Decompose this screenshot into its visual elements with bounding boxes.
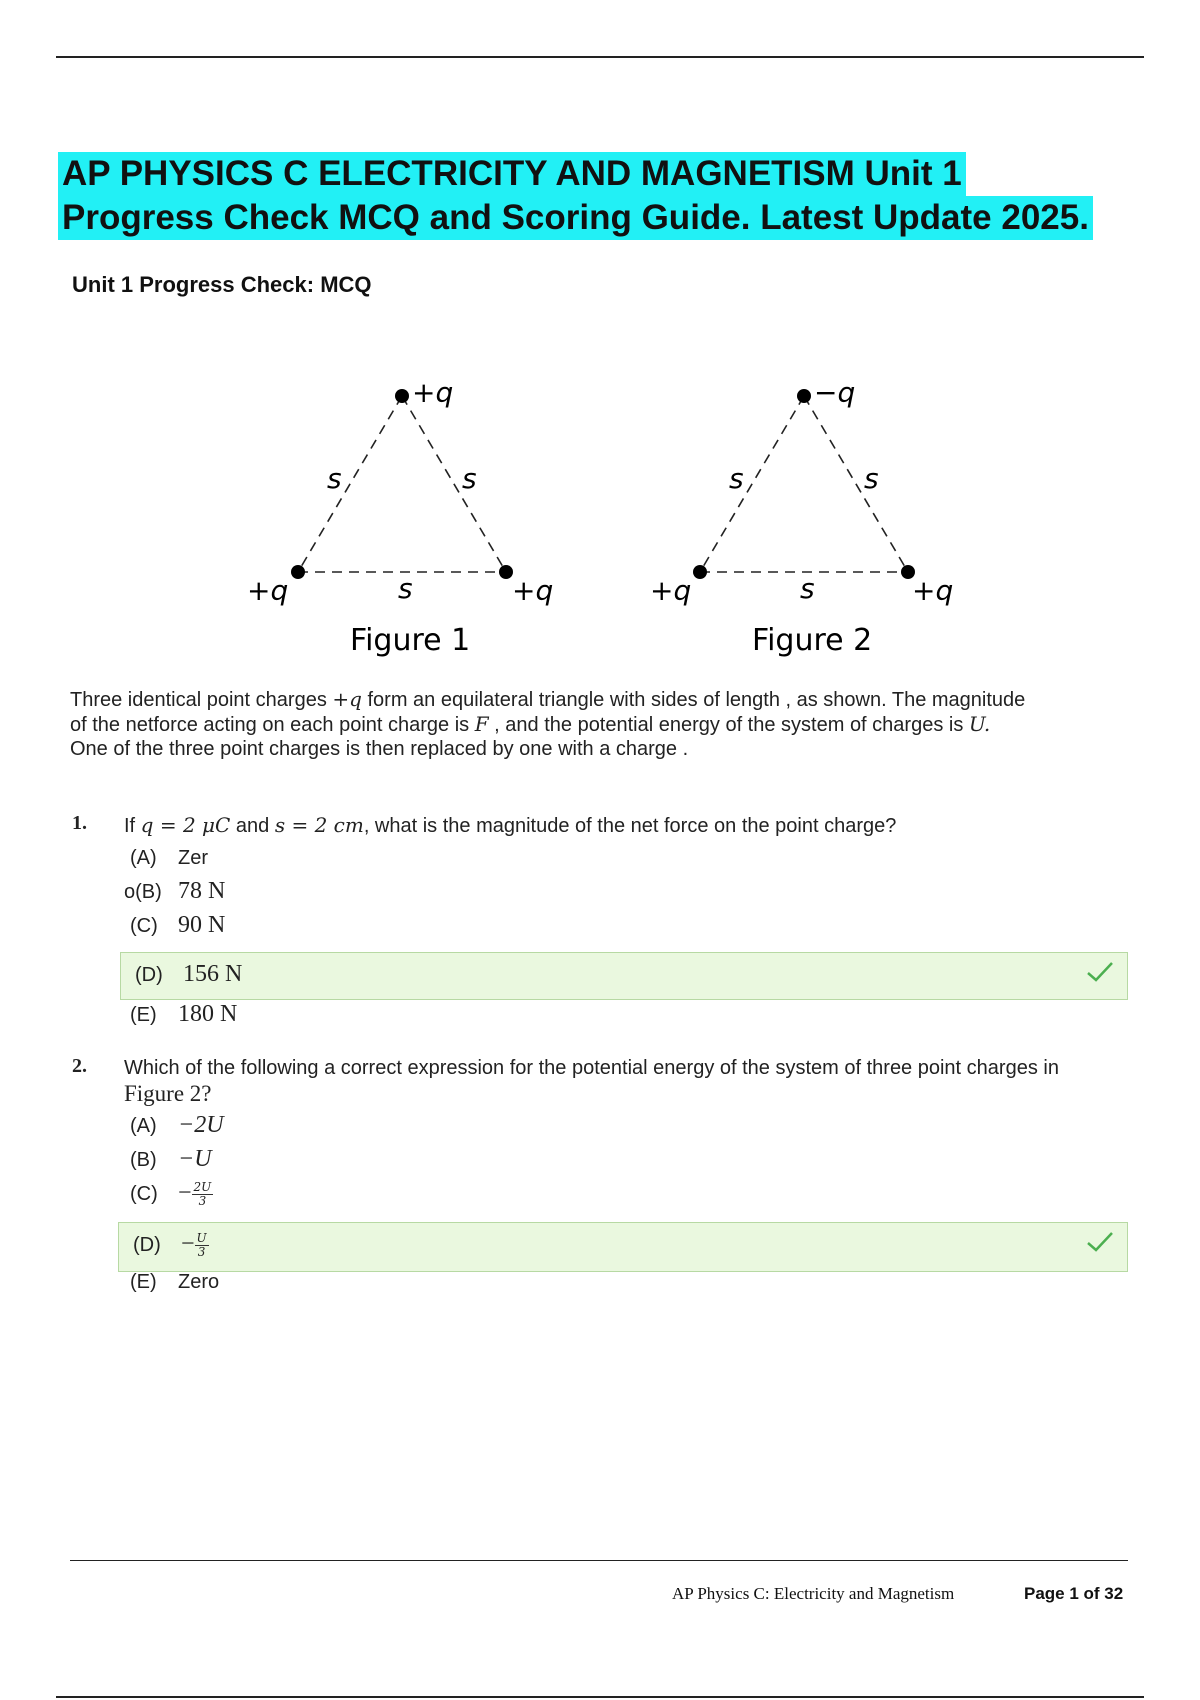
- footer-course-title: AP Physics C: Electricity and Magnetism: [672, 1584, 955, 1603]
- q1-option-c-value: 90 N: [178, 912, 226, 938]
- question-2-text-line-2: Figure 2?: [124, 1081, 212, 1106]
- question-1-text: [124, 812, 1184, 839]
- question-2-text-line-1: Which of the following a correct expression for the potential energy of the system of three point charges in: [124, 1057, 1059, 1079]
- top-rule: [56, 56, 1144, 58]
- q2-option-b[interactable]: [130, 1146, 212, 1173]
- q2-option-e-value: Zero: [178, 1271, 220, 1293]
- figure-2-right-side-label: s: [864, 462, 879, 495]
- title-line-2: Progress Check MCQ and Scoring Guide. Latest Update 2025.: [58, 196, 1093, 240]
- question-2-text: [124, 1055, 1184, 1108]
- q2-correct-check-icon: [1085, 1229, 1115, 1255]
- document-title: [58, 152, 1093, 240]
- figure-2-top-charge-label: −q: [814, 376, 856, 409]
- figure-1-base-label: s: [398, 572, 413, 605]
- q1-option-a-value: Zer: [178, 847, 208, 869]
- figure-2-top-charge-dot: [797, 389, 811, 403]
- intro-line-2b: , and the potential energy of the system of charges is: [488, 714, 969, 736]
- bottom-rule: [56, 1696, 1144, 1698]
- q2-option-a[interactable]: [130, 1112, 224, 1139]
- q2-option-a-value: −2U: [178, 1112, 224, 1138]
- q2-option-d[interactable]: [133, 1231, 209, 1259]
- q2-option-d-denominator: 3: [197, 1245, 206, 1260]
- q2-option-e-label: (E): [130, 1271, 157, 1293]
- figure-1-left-charge-dot: [291, 565, 305, 579]
- q2-option-e[interactable]: [130, 1271, 219, 1294]
- figure-1-right-side-label: s: [462, 462, 477, 495]
- figure-1-right-charge-label: +q: [512, 574, 554, 607]
- q2-option-c-denominator: 3: [198, 1194, 207, 1209]
- q2-option-c-numerator: 2U: [193, 1180, 212, 1195]
- q2-option-b-label: (B): [130, 1149, 157, 1171]
- figure-1-left-side: [298, 396, 402, 572]
- q1-correct-answer-highlight: [120, 952, 1128, 1000]
- figure-2-right-charge-label: +q: [912, 574, 954, 607]
- intro-line-1b: form an equilateral triangle with sides of length , as shown. The magnitude: [361, 689, 1026, 711]
- question-1-math-q: q = 2 μC: [140, 813, 231, 837]
- q1-option-e-label: (E): [130, 1004, 157, 1026]
- q1-option-c-label: (C): [130, 915, 158, 937]
- figure-2-left-charge-dot: [693, 565, 707, 579]
- intro-force-symbol: F: [474, 712, 489, 736]
- q1-option-c[interactable]: [130, 912, 225, 939]
- q2-option-d-minus: −: [181, 1231, 195, 1257]
- q2-option-c[interactable]: [130, 1180, 213, 1208]
- intro-energy-symbol: U.: [968, 712, 991, 736]
- q2-option-b-value: −U: [178, 1146, 212, 1172]
- q2-option-c-label: (C): [130, 1183, 158, 1205]
- q1-option-d-value: 156 N: [183, 961, 243, 987]
- figure-1-caption: Figure 1: [350, 623, 471, 658]
- q2-option-d-fraction: [195, 1232, 209, 1259]
- figure-2-base-label: s: [800, 572, 815, 605]
- question-1-number: 1.: [72, 812, 87, 834]
- q2-option-d-numerator: U: [196, 1231, 207, 1246]
- intro-paragraph: [70, 687, 1130, 761]
- q2-correct-answer-highlight: [118, 1222, 1128, 1272]
- q1-option-e-value: 180 N: [178, 1001, 238, 1027]
- question-2-number: 2.: [72, 1055, 87, 1077]
- question-1-text-c: , what is the magnitude of the net force on the point charge?: [363, 815, 897, 837]
- q1-option-a-label: (A): [130, 847, 157, 869]
- intro-line-1a: Three identical point charges: [70, 689, 333, 711]
- figure-1-left-charge-label: +q: [247, 574, 289, 607]
- question-1-math-s: s = 2 cm: [274, 813, 364, 837]
- question-1-text-a: If: [124, 815, 141, 837]
- intro-line-2a: of the netforce acting on each point charge is: [70, 714, 475, 736]
- q1-correct-check-icon: [1085, 959, 1115, 985]
- q2-option-c-minus: −: [178, 1180, 192, 1206]
- q1-option-e[interactable]: [130, 1001, 237, 1028]
- intro-charge-symbol: +q: [332, 687, 362, 711]
- q1-option-d-label: (D): [135, 964, 163, 986]
- q1-option-a[interactable]: [130, 847, 208, 870]
- figure-1-top-charge-label: +q: [412, 376, 454, 409]
- figure-1-left-side-label: s: [327, 462, 342, 495]
- q1-option-b-label: o(B): [124, 881, 162, 903]
- footer-rule: [70, 1560, 1128, 1561]
- intro-line-3: One of the three point charges is then replaced by one with a charge .: [70, 738, 689, 760]
- title-line-1: AP PHYSICS C ELECTRICITY AND MAGNETISM Unit 1: [58, 152, 966, 196]
- figure-1-right-side: [402, 396, 506, 572]
- figure-2-left-side-label: s: [729, 462, 744, 495]
- figure-2: [650, 376, 953, 658]
- q1-option-b[interactable]: [124, 878, 225, 905]
- q1-option-d[interactable]: [135, 961, 242, 988]
- footer-page-number: Page 1 of 32: [1024, 1584, 1124, 1603]
- figure-1: [247, 376, 553, 658]
- q1-option-b-value: 78 N: [178, 878, 226, 904]
- figure-2-right-side: [804, 396, 908, 572]
- figure-2-left-side: [700, 396, 804, 572]
- question-1-text-b: and: [230, 815, 275, 837]
- figure-1-top-charge-dot: [395, 389, 409, 403]
- figure-2-caption: Figure 2: [752, 623, 873, 658]
- triangle-figures: [0, 360, 1200, 670]
- section-subtitle: Unit 1 Progress Check: MCQ: [72, 272, 372, 297]
- figure-1-right-charge-dot: [499, 565, 513, 579]
- figure-2-left-charge-label: +q: [650, 574, 692, 607]
- q2-option-c-fraction: [192, 1181, 214, 1208]
- q2-option-a-label: (A): [130, 1115, 157, 1137]
- q2-option-d-label: (D): [133, 1234, 161, 1256]
